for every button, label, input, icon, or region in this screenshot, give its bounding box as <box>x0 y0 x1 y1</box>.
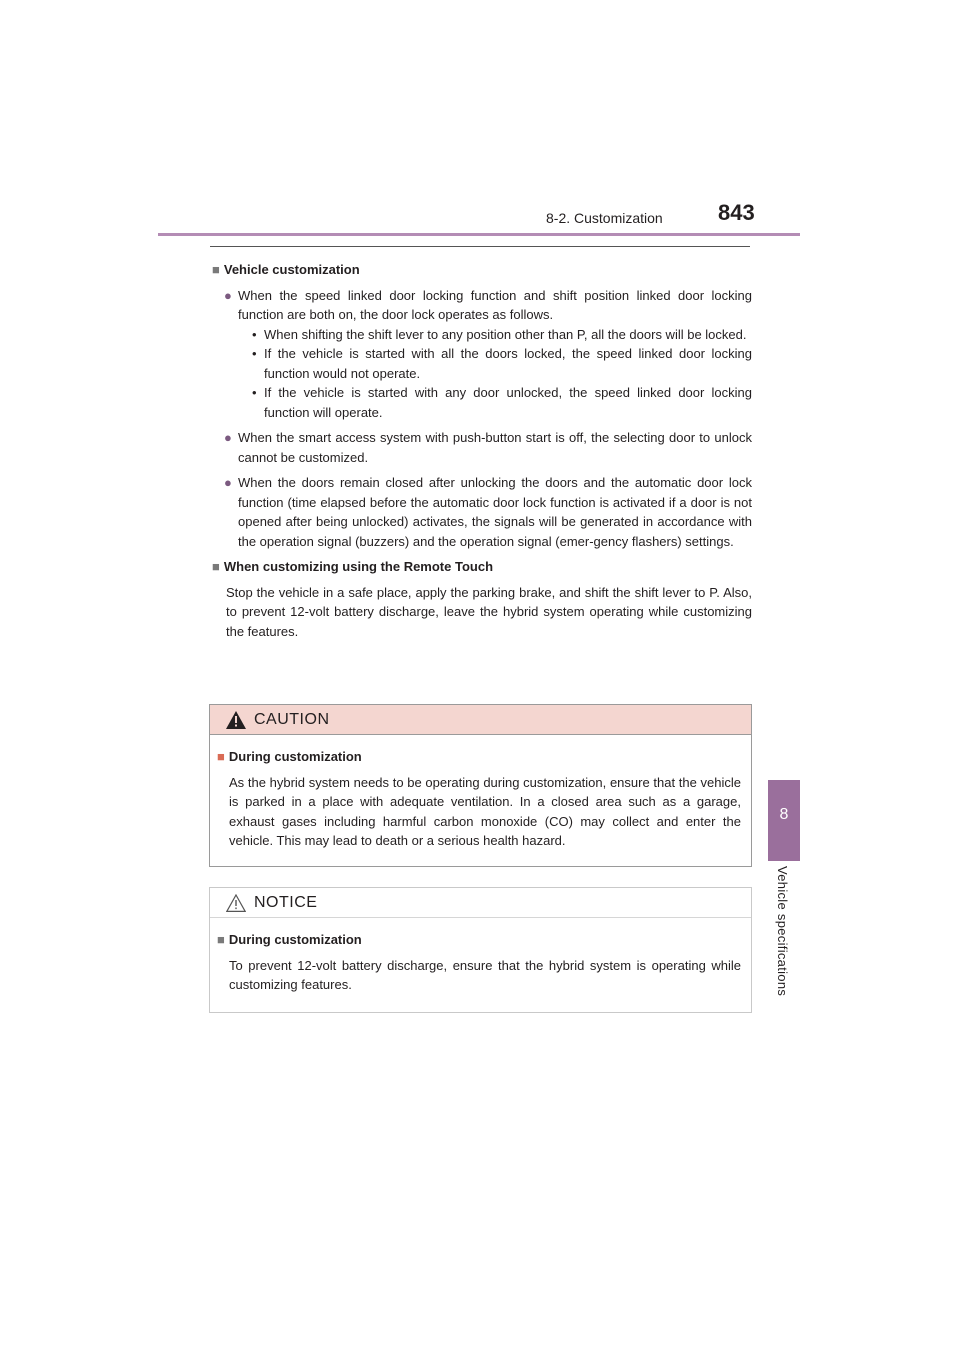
bullet-item <box>212 428 752 467</box>
sub-text: If the vehicle is started with any door unlocked, the speed linked door locking function will operate. <box>264 385 752 420</box>
chapter-label: Vehicle specifications <box>775 866 790 997</box>
sub-item <box>212 383 752 422</box>
bullet-dot: ● <box>224 287 232 303</box>
chapter-number: 8 <box>779 806 789 823</box>
section-title: 8-2. Customization <box>546 210 663 226</box>
notice-heading: ■ During customization <box>217 932 362 947</box>
bullet-item <box>212 473 752 551</box>
chapter-label-wrap <box>768 866 800 1016</box>
sub-marker: • <box>252 346 257 361</box>
bullet-text: When the doors remain closed after unlocking the doors and the automatic door lock function (time elapsed before the automatic door lock function is activated if a door is not opened after being unlocked) activates, the signals will be generated in accordance with the operation signal (buzzers) and the operation signal (emer-gency flashers) settings. <box>238 475 752 549</box>
caution-heading: ■ During customization <box>217 749 362 764</box>
square-marker: ■ <box>217 749 225 764</box>
remote-touch-text: Stop the vehicle in a safe place, apply the parking brake, and shift the shift lever to P. Also, to prevent 12-volt battery discharge, leave the hybrid system operating while customizing the features. <box>226 584 752 639</box>
caution-body <box>210 735 751 851</box>
section-heading-vehicle-customization: ■ Vehicle customization <box>212 262 360 277</box>
notice-box <box>209 887 752 1013</box>
notice-body <box>210 918 751 995</box>
content-divider <box>210 246 750 247</box>
bullet-dot: ● <box>224 475 232 490</box>
caution-text: As the hybrid system needs to be operating during customization, ensure that the vehicle is parked in a place with adequate ventilation. In a closed area such as a garage, exhaust gases including harmful carbon monoxide (CO) may collect and enter the vehicle. This may lead to death or a serious health hazard. <box>229 774 741 848</box>
sub-text: If the vehicle is started with all the doors locked, the speed linked door locking function would not operate. <box>264 346 752 381</box>
main-content <box>212 260 752 641</box>
bullet-item <box>212 286 752 325</box>
notice-header <box>210 888 751 918</box>
notice-title: NOTICE <box>254 894 318 911</box>
bullet-text: When the speed linked door locking function and shift position linked door locking function are both on, the door lock operates as follows. <box>238 287 752 322</box>
bullet-dot: ● <box>224 430 232 445</box>
warning-icon <box>226 711 246 729</box>
caution-title: CAUTION <box>254 711 330 728</box>
bullet-text: When the smart access system with push-button start is off, the selecting door to unlock cannot be customized. <box>238 430 752 465</box>
square-marker: ■ <box>217 932 225 947</box>
page-header <box>0 0 960 240</box>
warning-outline-icon <box>226 894 246 912</box>
sub-item <box>212 325 752 345</box>
square-marker: ■ <box>212 559 220 574</box>
section-heading-remote-touch: ■ When customizing using the Remote Touch <box>212 559 494 574</box>
sub-marker: • <box>252 385 257 400</box>
page-number: 843 <box>718 200 755 225</box>
square-marker: ■ <box>212 262 220 277</box>
sub-marker: • <box>252 326 257 342</box>
caution-header <box>210 705 751 735</box>
header-divider <box>158 233 800 236</box>
caution-box <box>209 704 752 867</box>
sub-item <box>212 344 752 383</box>
sub-text: When shifting the shift lever to any position other than P, all the doors will be locked. <box>264 326 747 342</box>
notice-text: To prevent 12-volt battery discharge, ensure that the hybrid system is operating while customizing features. <box>229 957 741 992</box>
